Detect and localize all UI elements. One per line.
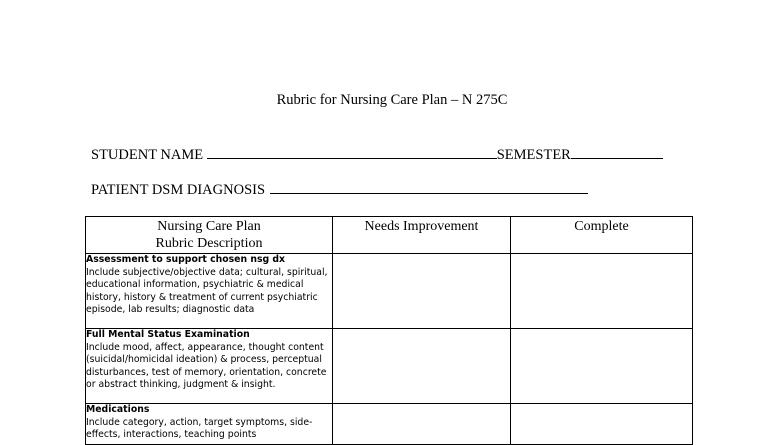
criterion-cell	[86, 404, 333, 445]
student-name-blank[interactable]	[207, 146, 497, 159]
criterion-cell	[86, 329, 333, 404]
description-header-line1: Nursing Care Plan	[157, 219, 261, 234]
criterion-title: Medications	[86, 404, 150, 415]
criterion-description: Include category, action, target symptoms, side-effects, interactions, teaching points	[86, 416, 313, 441]
page-title: Rubric for Nursing Care Plan – N 275C	[276, 92, 508, 108]
description-header-line2: Rubric Description	[155, 236, 263, 251]
complete-cell[interactable]	[511, 329, 693, 404]
student-info-line	[91, 146, 663, 164]
student-name-label: STUDENT NAME	[91, 147, 204, 163]
semester-blank[interactable]	[571, 146, 663, 159]
complete-cell[interactable]	[511, 254, 693, 329]
table-row	[86, 329, 693, 404]
diagnosis-blank[interactable]	[270, 181, 588, 194]
criterion-description: Include mood, affect, appearance, thought content (suicidal/homicidal ideation) & process, perceptual disturbances, test of memory, orientation, concrete or abstract thinking, judgment & insight.	[86, 341, 327, 391]
needs-improvement-cell[interactable]	[333, 254, 511, 329]
diagnosis-line	[91, 181, 588, 199]
complete-header: Complete	[511, 217, 693, 254]
complete-cell[interactable]	[511, 404, 693, 445]
semester-label: SEMESTER	[496, 147, 571, 163]
table-header-row	[86, 217, 693, 254]
criterion-cell	[86, 254, 333, 329]
needs-improvement-header: Needs Improvement	[333, 217, 511, 254]
table-row	[86, 404, 693, 445]
criterion-title: Full Mental Status Examination	[86, 329, 250, 340]
table-row	[86, 254, 693, 329]
needs-improvement-cell[interactable]	[333, 329, 511, 404]
criterion-title: Assessment to support chosen nsg dx	[86, 254, 286, 265]
description-header	[86, 217, 333, 254]
needs-improvement-cell[interactable]	[333, 404, 511, 445]
criterion-description: Include subjective/objective data; cultural, spiritual, educational information, psychiatric & medical history, history & treatment of current psychiatric episode, lab results; diagnostic data	[86, 266, 328, 316]
diagnosis-label: PATIENT DSM DIAGNOSIS	[91, 182, 266, 198]
rubric-table	[85, 216, 693, 445]
